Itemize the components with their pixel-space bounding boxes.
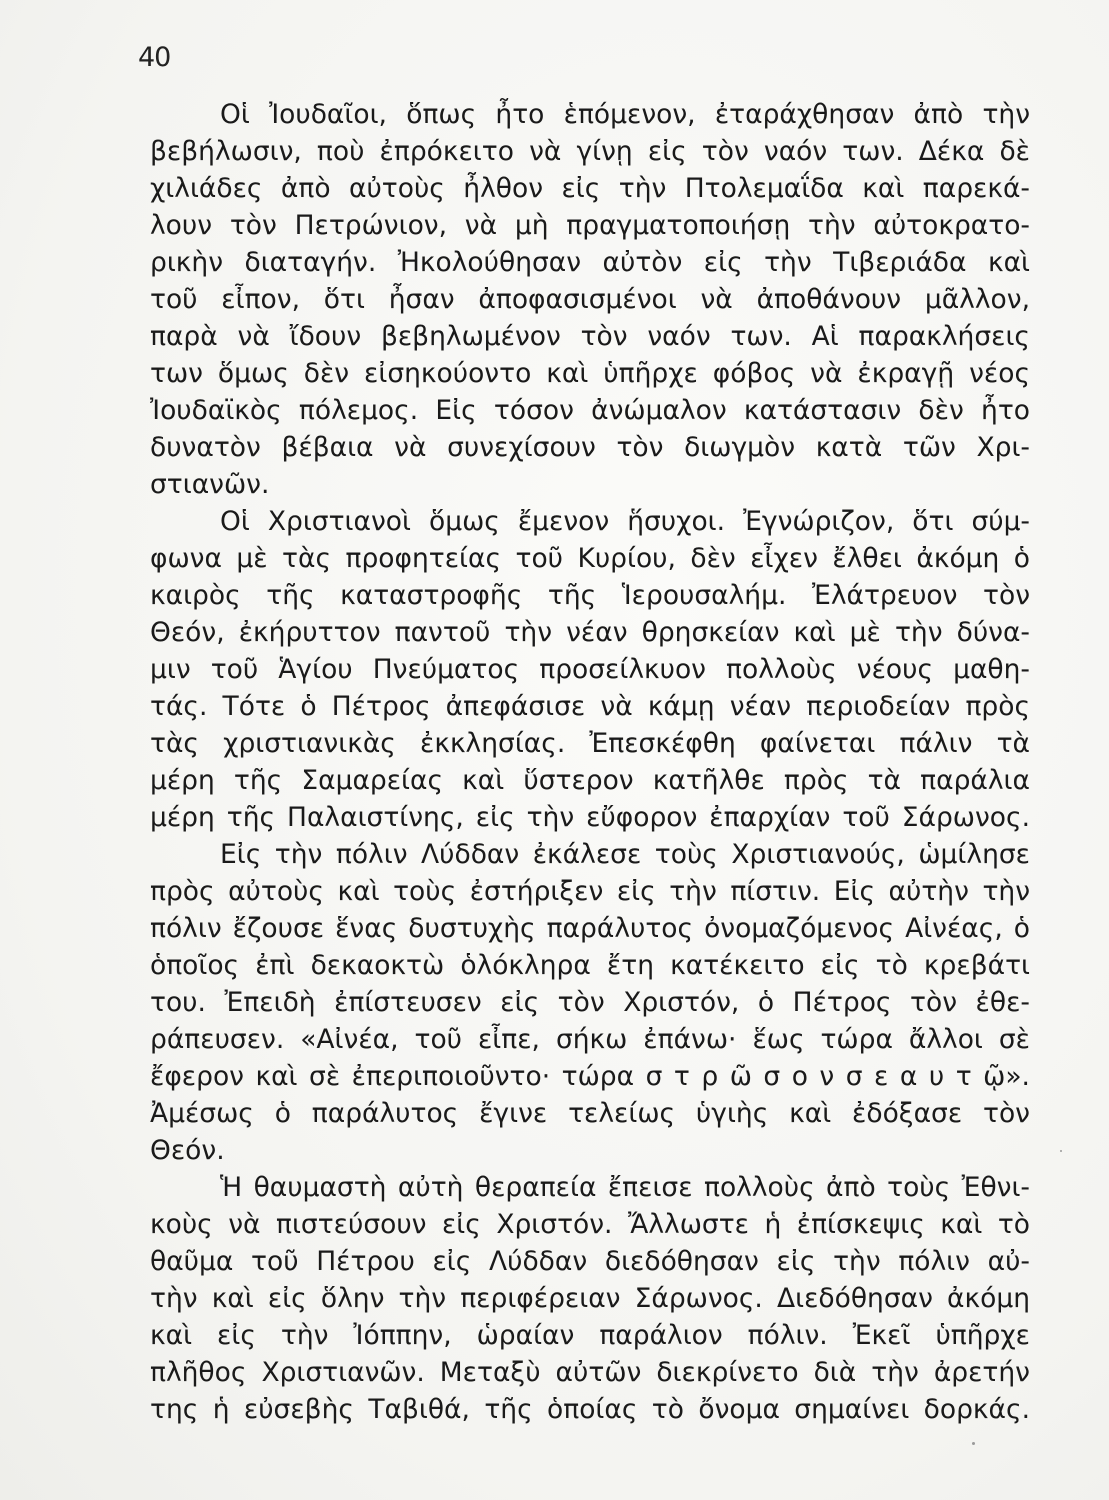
text-line: φωνα μὲ τὰς προφητείας τοῦ Κυρίου, δὲν εἶχεν ἔλθει ἀκόμη ὁ <box>150 543 1030 574</box>
text-line: τὴν καὶ εἰς ὅλην τὴν περιφέρειαν Σάρωνος. Διεδόθησαν ἀκόμη <box>150 1283 1030 1314</box>
text-line: τάς. Τότε ὁ Πέτρος ἀπεφάσισε νὰ κάμῃ νέαν περιοδείαν πρὸς <box>150 691 1030 722</box>
text-line: των ὅμως δὲν εἰσηκούοντο καὶ ὑπῆρχε φόβος νὰ ἐκραγῇ νέος <box>150 358 1030 389</box>
text-line: τὰς χριστιανικὰς ἐκκλησίας. Ἐπεσκέφθη φαίνεται πάλιν τὰ <box>150 728 1030 759</box>
text-line: του. Ἐπειδὴ ἐπίστευσεν εἰς τὸν Χριστόν, ὁ Πέτρος τὸν ἐθε- <box>150 987 1030 1018</box>
text-line: Εἰς τὴν πόλιν Λύδδαν ἐκάλεσε τοὺς Χριστιανούς, ὡμίλησε <box>220 839 1030 870</box>
text-line: πρὸς αὐτοὺς καὶ τοὺς ἐστήριξεν εἰς τὴν πίστιν. Εἰς αὐτὴν τὴν <box>150 876 1030 907</box>
text-line: χιλιάδες ἀπὸ αὐτοὺς ἦλθον εἰς τὴν Πτολεμαΐδα καὶ παρεκά- <box>150 173 1030 204</box>
text-line: Ἡ θαυμαστὴ αὐτὴ θεραπεία ἔπεισε πολλοὺς ἀπὸ τοὺς Ἐθνι- <box>220 1172 1030 1203</box>
scan-speck <box>1060 1150 1062 1152</box>
text-line: μιν τοῦ Ἁγίου Πνεύματος προσείλκυον πολλοὺς νέους μαθη- <box>150 654 1030 685</box>
text-line: καὶ εἰς τὴν Ἰόππην, ὡραίαν παράλιον πόλιν. Ἐκεῖ ὑπῆρχε <box>150 1320 1030 1351</box>
scan-speck <box>972 1442 975 1445</box>
text-line: Ἰουδαϊκὸς πόλεμος. Εἰς τόσον ἀνώμαλον κατάστασιν δὲν ἦτο <box>150 395 1030 426</box>
text-line: της ἡ εὐσεβὴς Ταβιθά, τῆς ὁποίας τὸ ὄνομα σημαίνει δορκάς. <box>150 1394 1030 1425</box>
text-line: κοὺς νὰ πιστεύσουν εἰς Χριστόν. Ἄλλωστε ἡ ἐπίσκεψις καὶ τὸ <box>150 1209 1030 1240</box>
text-line: ρικὴν διαταγήν. Ἠκολούθησαν αὐτὸν εἰς τὴν Τιβεριάδα καὶ <box>150 247 1030 278</box>
text-line: πόλιν ἔζουσε ἕνας δυστυχὴς παράλυτος ὀνομαζόμενος Αἰνέας, ὁ <box>150 913 1030 944</box>
text-line: τοῦ εἶπον, ὅτι ἦσαν ἀποφασισμένοι νὰ ἀποθάνουν μᾶλλον, <box>150 284 1030 315</box>
body-text <box>150 96 1030 1428</box>
text-line: Θεόν, ἐκήρυττον παντοῦ τὴν νέαν θρησκείαν καὶ μὲ τὴν δύνα- <box>150 617 1030 648</box>
text-line: θαῦμα τοῦ Πέτρου εἰς Λύδδαν διεδόθησαν εἰς τὴν πόλιν αὐ- <box>150 1246 1030 1277</box>
page-number: 40 <box>138 42 171 73</box>
text-line: δυνατὸν βέβαια νὰ συνεχίσουν τὸν διωγμὸν κατὰ τῶν Χρι- <box>150 432 1030 463</box>
text-line: μέρη τῆς Σαμαρείας καὶ ὕστερον κατῆλθε πρὸς τὰ παράλια <box>150 765 1030 796</box>
text-line: ράπευσεν. «Αἰνέα, τοῦ εἶπε, σήκω ἐπάνω· ἕως τώρα ἄλλοι σὲ <box>150 1024 1030 1055</box>
text-line: Οἱ Χριστιανοὶ ὅμως ἔμενον ἥσυχοι. Ἐγνώριζον, ὅτι σύμ- <box>220 506 1030 537</box>
text-line: Θεόν. <box>150 1135 225 1166</box>
text-line: στιανῶν. <box>150 469 270 500</box>
text-line: λουν τὸν Πετρώνιον, νὰ μὴ πραγματοποιήσῃ τὴν αὐτοκρατο- <box>150 210 1030 241</box>
text-line: Ἀμέσως ὁ παράλυτος ἔγινε τελείως ὑγιὴς καὶ ἐδόξασε τὸν <box>150 1098 1030 1129</box>
text-line: καιρὸς τῆς καταστροφῆς τῆς Ἱερουσαλήμ. Ἐλάτρευον τὸν <box>150 580 1030 611</box>
text-line: Οἱ Ἰουδαῖοι, ὅπως ἦτο ἑπόμενον, ἐταράχθησαν ἀπὸ τὴν <box>220 99 1030 130</box>
text-line: ἔφερον καὶ σὲ ἐπεριποιοῦντο· τώρα σ τ ρ ῶ σ ο ν σ ε α υ τ ῷ». <box>150 1061 1030 1092</box>
text-line: βεβήλωσιν, ποὺ ἐπρόκειτο νὰ γίνῃ εἰς τὸν ναόν των. Δέκα δὲ <box>150 136 1030 167</box>
text-line: παρὰ νὰ ἴδουν βεβηλωμένον τὸν ναόν των. Αἱ παρακλήσεις <box>150 321 1030 352</box>
text-line: πλῆθος Χριστιανῶν. Μεταξὺ αὐτῶν διεκρίνετο διὰ τὴν ἀρετήν <box>150 1357 1030 1388</box>
text-line: ὁποῖος ἐπὶ δεκαοκτὼ ὁλόκληρα ἔτη κατέκειτο εἰς τὸ κρεβάτι <box>150 950 1030 981</box>
text-line: μέρη τῆς Παλαιστίνης, εἰς τὴν εὔφορον ἐπαρχίαν τοῦ Σάρωνος. <box>150 802 1030 833</box>
